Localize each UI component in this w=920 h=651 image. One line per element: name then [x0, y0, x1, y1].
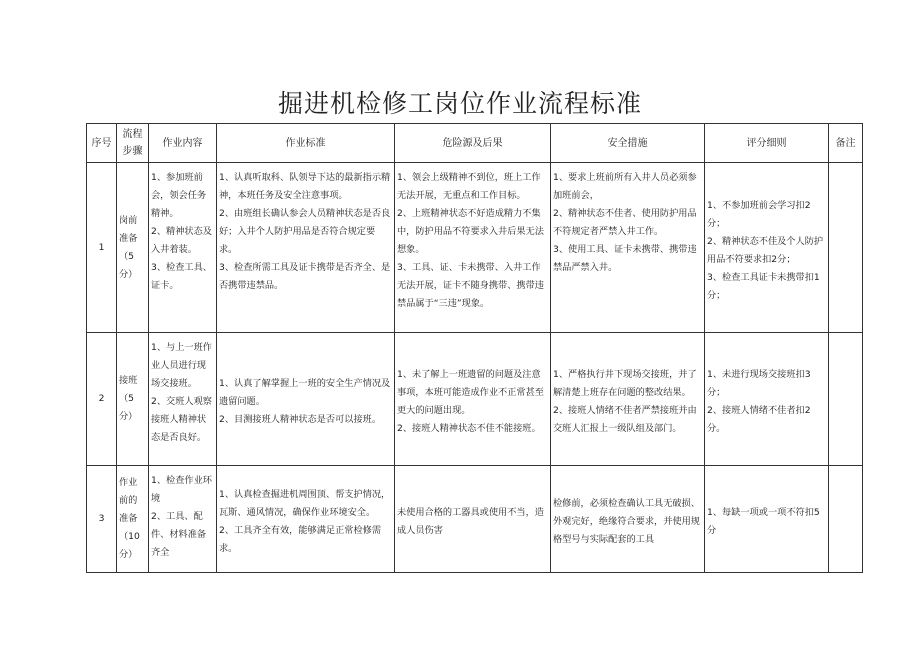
header-safety: 安全措施: [551, 124, 705, 163]
header-score: 评分细则: [705, 124, 829, 163]
process-standard-table: [86, 123, 863, 573]
safety-line: 检修前，必须检查确认工具无破损、外观完好，绝缘符合要求，并使用规格型号与实际配套的工具: [553, 498, 700, 545]
hazard-line: 1、未了解上一班遗留的问题及注意事项，本班可能造成作业不正常甚至更大的问题出现。: [397, 369, 544, 416]
cell-remark: [829, 333, 863, 466]
cell-remark: [829, 466, 863, 573]
header-seq: 序号: [87, 124, 117, 163]
hazard-line: 2、上班精神状态不好造成精力不集中，防护用品不符要求入井后果无法想象。: [397, 208, 544, 255]
table-row: [87, 163, 863, 333]
safety-line: 1、要求上班前所有入井人员必须参加班前会，: [553, 172, 697, 201]
cell-content: [149, 163, 217, 333]
safety-line: 2、精神状态不佳者、使用防护用品不符规定者严禁入井工作。: [553, 208, 697, 237]
standard-line: 2、工具齐全有效，能够满足正常检修需求。: [219, 525, 382, 554]
cell-score: [705, 333, 829, 466]
cell-hazard: [395, 163, 551, 333]
cell-step: 作业前的准备（10分）: [117, 466, 149, 573]
content-line: 3、检查工具、证卡。: [151, 262, 212, 291]
content-line: 1、与上一班作业人员进行现场交接班。: [151, 342, 212, 389]
cell-seq: 2: [87, 333, 117, 466]
score-line: 2、精神状态不佳及个人防护用品不符要求扣2分；: [707, 235, 824, 265]
cell-step: 接班（5分）: [117, 333, 149, 466]
hazard-line: 2、接班人精神状态不佳不能接班。: [397, 423, 541, 434]
header-content: 作业内容: [149, 124, 217, 163]
table-row: [87, 466, 863, 573]
standard-line: 2、目测接班人精神状态是否可以接班。: [219, 414, 382, 425]
header-standard: 作业标准: [217, 124, 395, 163]
safety-line: 1、严格执行井下现场交接班，并了解清楚上班存在问题的整改结果。: [553, 369, 697, 398]
hazard-line: 3、工具、证、卡未携带、入井工作无法开展，证卡不随身携带、携带违禁品属于“三违”现象。: [397, 262, 544, 309]
hazard-line: 1、领会上级精神不到位，班上工作无法开展，无重点和工作目标。: [397, 172, 541, 201]
cell-seq: 1: [87, 163, 117, 333]
standard-line: 1、认真听取科、队领导下达的最新指示精神，本班任务及安全注意事项。: [219, 172, 391, 201]
header-hazard: 危险源及后果: [395, 124, 551, 163]
cell-standard: [217, 333, 395, 466]
header-remark: 备注: [829, 124, 863, 163]
safety-line: 3、使用工具、证卡未携带、携带违禁品严禁入井。: [553, 244, 697, 273]
page-title: 掘进机检修工岗位作业流程标准: [277, 89, 642, 118]
standard-line: 2、由班组长确认参会人员精神状态是否良好；入井个人防护用品是否符合规定要求。: [219, 208, 391, 255]
score-line: 1、未进行现场交接班扣3分；: [707, 369, 811, 398]
content-line: 2、工具、配件、材料准备齐全: [151, 511, 207, 558]
cell-standard: [217, 163, 395, 333]
cell-seq: 3: [87, 466, 117, 573]
content-line: 1、参加班前会，领会任务精神。: [151, 172, 207, 219]
cell-score: [705, 466, 829, 573]
content-line: 2、交班人观察接班人精神状态是否良好。: [151, 396, 212, 443]
cell-content: [149, 466, 217, 573]
cell-step: 岗前准备（5分）: [117, 163, 149, 333]
cell-safety: [551, 163, 705, 333]
cell-safety: [551, 466, 705, 573]
score-line: 2、接班人情绪不佳者扣2分。: [707, 405, 811, 434]
hazard-line: 未使用合格的工器具或使用不当，造成人员伤害: [397, 507, 544, 536]
table-header-row: [87, 124, 863, 163]
cell-remark: [829, 163, 863, 333]
content-line: 1、检查作业环境: [151, 475, 212, 504]
header-step: 流程步骤: [117, 124, 149, 163]
score-line: 1、不参加班前会学习扣2分；: [707, 199, 811, 229]
cell-safety: [551, 333, 705, 466]
cell-hazard: [395, 333, 551, 466]
content-line: 2、精神状态及入井着装。: [151, 226, 212, 255]
table-row: [87, 333, 863, 466]
standard-line: 1、认真了解掌握上一班的安全生产情况及遗留问题。: [219, 378, 391, 407]
cell-standard: [217, 466, 395, 573]
standard-line: 1、认真检查掘进机周围顶、帮支护情况，瓦斯、通风情况，确保作业环境安全。: [219, 489, 391, 518]
safety-line: 2、接班人情绪不佳者严禁接班并由交班人汇报上一级队组及部门。: [553, 405, 697, 434]
cell-content: [149, 333, 217, 466]
cell-score: [705, 163, 829, 333]
score-line: 3、检查工具证卡未携带扣1分；: [707, 271, 820, 301]
cell-hazard: [395, 466, 551, 573]
score-line: 1、每缺一项或一项不符扣5分: [707, 507, 820, 536]
standard-line: 3、检查所需工具及证卡携带是否齐全、是否携带违禁品。: [219, 262, 391, 291]
